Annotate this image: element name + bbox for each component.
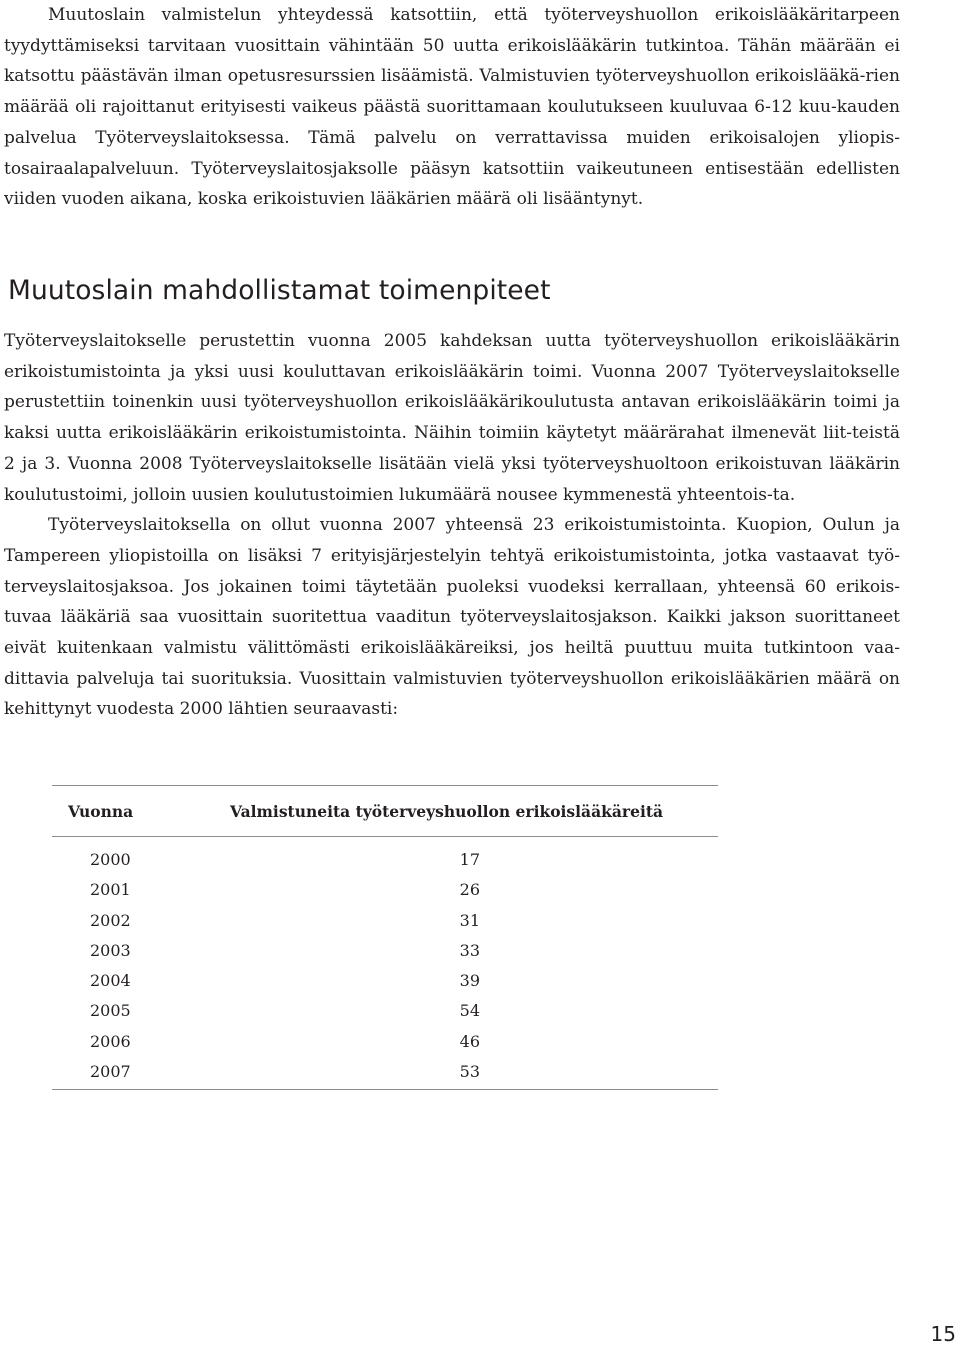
- section-heading: Muutoslain mahdollistamat toimenpiteet: [8, 275, 551, 306]
- table-cell-count: 33: [459, 940, 480, 960]
- table-row: [52, 1027, 718, 1057]
- table-cell-count: 46: [459, 1031, 480, 1051]
- intro-paragraph-block: [4, 0, 900, 215]
- table-cell-count: 17: [459, 850, 480, 869]
- table-cell-year: 2007: [90, 1062, 131, 1082]
- table-cell-year: 2001: [90, 880, 131, 900]
- table-cell-count: 54: [459, 1001, 480, 1021]
- table-cell-count: 31: [459, 910, 480, 930]
- table-cell-year: 2002: [90, 910, 131, 930]
- table-header-count: Valmistuneita työterveyshuollon erikoislääkäreitä: [230, 801, 664, 821]
- table-cell-year: 2006: [90, 1031, 131, 1051]
- page-number: 15: [930, 1322, 956, 1346]
- table-cell-count: 26: [459, 880, 480, 900]
- table-header-year: Vuonna: [68, 801, 134, 821]
- table-body: [52, 837, 718, 1089]
- table-row: [52, 845, 718, 875]
- section-paragraph-1: Työterveyslaitokselle perustettin vuonna 2005 kahdeksan uutta työterveyshuollon erikoislääkärin erikoistumistointa ja yksi uusi kouluttavan erikoislääkärin toimi. Vuonna 2007 Työterveyslaitokselle perustettiin toinenkin uusi työterveyshuollon erikoislääkärikoulutusta antavan erikoislääkärin toimi ja kaksi uutta erikoislääkärin erikoistumistointa. Näihin toimiin käytetyt määrärahat ilmenevät liit-teistä 2 ja 3. Vuonna 2008 Työterveyslaitokselle lisätään vielä yksi työterveyshuoltoon erikoistuvan lääkärin koulutustoimi, jolloin uusien koulutustoimien lukumäärä nousee kymmenestä yhteentois-ta.: [4, 331, 900, 505]
- intro-paragraph-text: Muutoslain valmistelun yhteydessä katsottiin, että työterveyshuollon erikoislääkäritarpeen tyydyttämiseksi tarvitaan vuosittain vähintään 50 uutta erikoislääkärin tutkintoa. Tähän määrään ei katsottu päästävän ilman opetusresurssien lisäämistä. Valmistuvien työterveyshuollon erikoislääkä-rien määrää oli rajoittanut erityisesti vaikeus päästä suorittamaan koulutukseen kuuluvaa 6-12 kuu-kauden palvelua Työterveyslaitoksessa. Tämä palvelu on verrattavissa muiden erikoisalojen yliopis-tosairaalapalveluun. Työterveyslaitosjaksolle pääsyn katsottiin vaikeutuneen entisestään edellisten viiden vuoden aikana, koska erikoistuvien lääkärien määrä oli lisääntynyt.: [4, 5, 900, 210]
- table-cell-year: 2000: [90, 850, 131, 869]
- table-row: [52, 875, 718, 905]
- table-bottom-rule: [52, 1089, 718, 1090]
- section-body: [4, 326, 900, 725]
- table-cell-year: 2005: [90, 1001, 131, 1021]
- graduates-table: [52, 785, 718, 1090]
- table-header-row: [52, 786, 718, 836]
- table-cell-count: 53: [459, 1062, 480, 1082]
- table-row: [52, 936, 718, 966]
- table-cell-count: 39: [459, 971, 480, 991]
- table-cell-year: 2004: [90, 971, 131, 991]
- table-row: [52, 996, 718, 1026]
- table-cell-year: 2003: [90, 940, 131, 960]
- table-row: [52, 906, 718, 936]
- intro-paragraph: [4, 0, 900, 215]
- section-paragraph-2: Työterveyslaitoksella on ollut vuonna 2007 yhteensä 23 erikoistumistointa. Kuopion, Oulun ja Tampereen yliopistoilla on lisäksi 7 erityisjärjestelyin tehtyä erikoistumistointa, jotka vastaavat työ-terveyslaitosjaksoa. Jos jokainen toimi täytetään puoleksi vuodeksi kerrallaan, yhteensä 60 erikois-tuvaa lääkäriä saa vuosittain suoritettua vaaditun työterveyslaitosjakson. Kaikki jakson suorittaneet eivät kuitenkaan valmistu välittömästi erikoislääkäreiksi, jos heiltä puuttuu muita tutkintoon vaa-dittavia palveluja tai suorituksia. Vuosittain valmistuvien työterveyshuollon erikoislääkärien määrä on kehittynyt vuodesta 2000 lähtien seuraavasti:: [4, 515, 900, 720]
- table-row: [52, 966, 718, 996]
- table-row: [52, 1057, 718, 1087]
